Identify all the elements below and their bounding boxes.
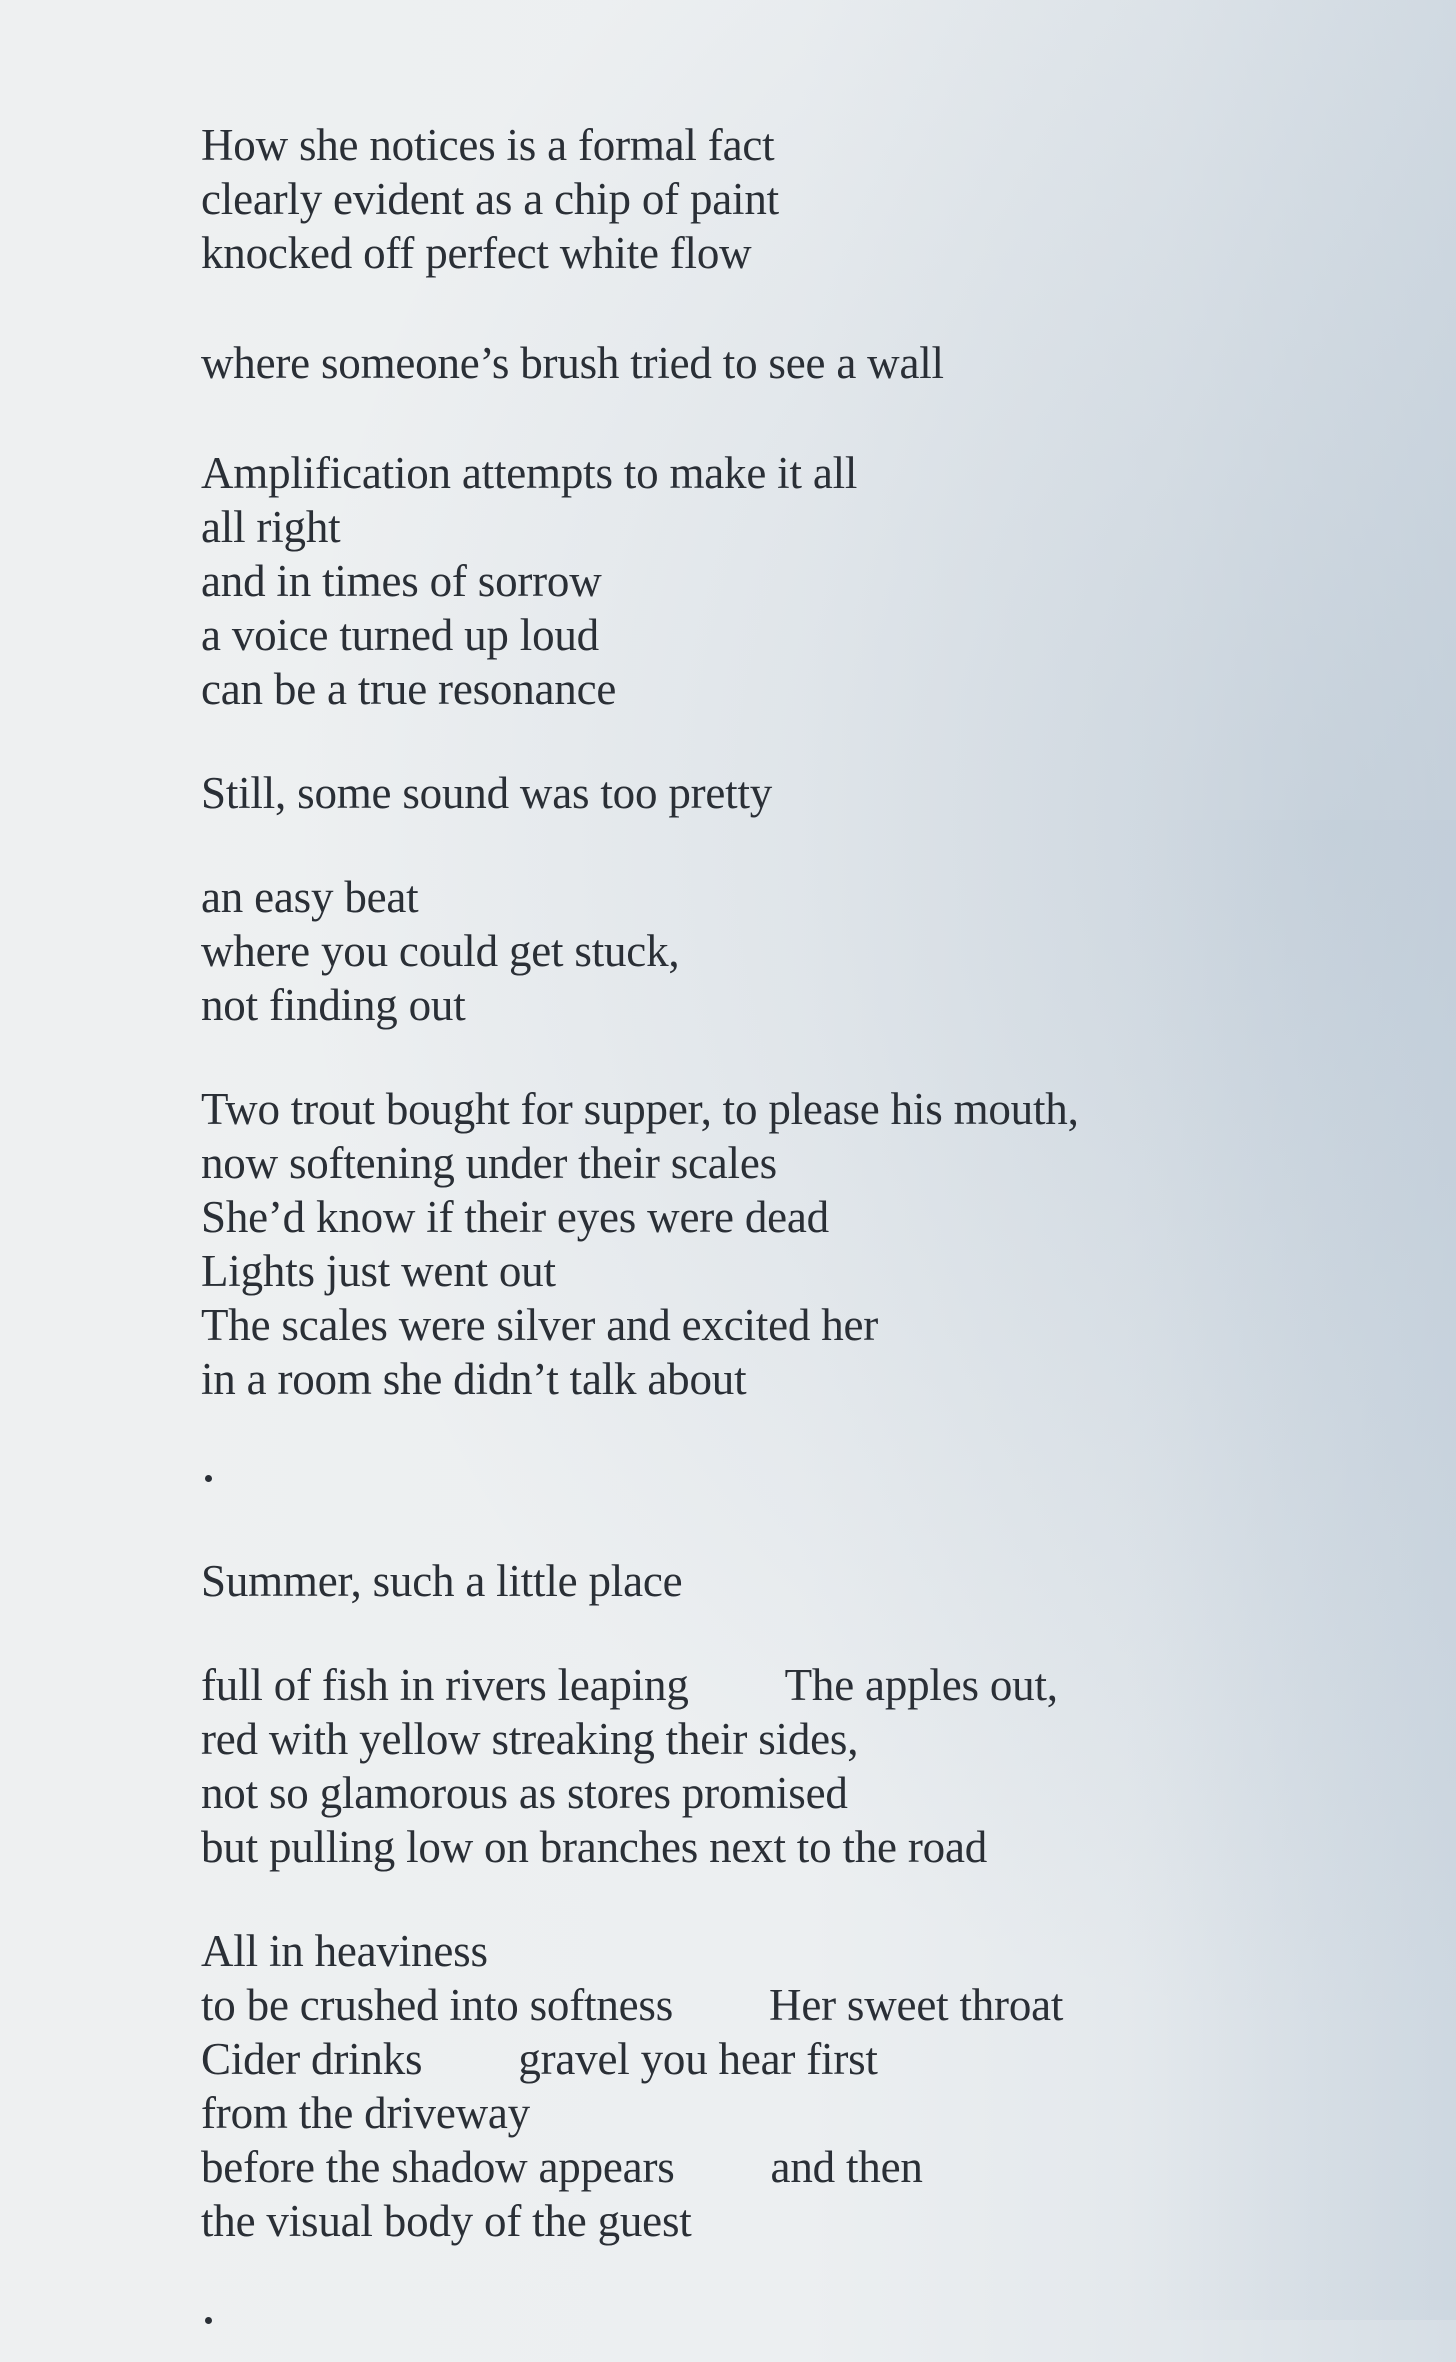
- poem-line: from the driveway: [201, 2088, 530, 2138]
- poem-line: now softening under their scales: [201, 1138, 777, 1188]
- poem-line: can be a true resonance: [201, 664, 617, 714]
- poem-line: and in times of sorrow: [201, 556, 602, 606]
- poem-line: where someone’s brush tried to see a wall: [201, 338, 944, 388]
- poem-line-right: Her sweet throat: [769, 1980, 1064, 2030]
- stanza-5: [201, 870, 1261, 1032]
- poem-line-left: Cider drinks: [201, 2034, 423, 2084]
- poem-line: [201, 1658, 1261, 1712]
- stanza-4: [201, 766, 1261, 820]
- stanza-2: [201, 336, 1261, 390]
- poem-body: [201, 118, 1261, 2346]
- poem-line: knocked off perfect white flow: [201, 228, 752, 278]
- stanza-3: [201, 446, 1261, 716]
- poem-line: red with yellow streaking their sides,: [201, 1714, 859, 1764]
- stanza-1: [201, 118, 1261, 280]
- section-break-bullet: [201, 2292, 1261, 2346]
- stanza-7: [201, 1554, 1261, 1608]
- poem-line: [201, 2140, 1261, 2194]
- poem-line: How she notices is a formal fact: [201, 120, 775, 170]
- poem-line: not finding out: [201, 980, 466, 1030]
- poem-line: [201, 2032, 1261, 2086]
- poem-line-right: The apples out,: [784, 1660, 1058, 1710]
- poem-line: the visual body of the guest: [201, 2196, 692, 2246]
- poem-line: Amplification attempts to make it all: [201, 448, 858, 498]
- poem-line: Still, some sound was too pretty: [201, 768, 773, 818]
- poem-line: Summer, such a little place: [201, 1556, 683, 1606]
- poem-line: The scales were silver and excited her: [201, 1300, 879, 1350]
- stanza-8: [201, 1658, 1261, 1874]
- section-break-bullet: [201, 1450, 1261, 1504]
- poem-line: Two trout bought for supper, to please his mouth,: [201, 1084, 1079, 1134]
- poem-line: but pulling low on branches next to the road: [201, 1822, 988, 1872]
- poem-line: [201, 1978, 1261, 2032]
- poem-line: where you could get stuck,: [201, 926, 680, 976]
- stanza-9: [201, 1924, 1261, 2248]
- poem-line-left: full of fish in rivers leaping: [201, 1660, 689, 1710]
- stanza-6: [201, 1082, 1261, 1406]
- poem-line: a voice turned up loud: [201, 610, 599, 660]
- poem-line-right: and then: [770, 2142, 923, 2192]
- poem-line-left: before the shadow appears: [201, 2142, 675, 2192]
- poem-line: Lights just went out: [201, 1246, 556, 1296]
- poem-line: clearly evident as a chip of paint: [201, 174, 779, 224]
- poem-line-right: gravel you hear first: [518, 2034, 878, 2084]
- poem-line: in a room she didn’t talk about: [201, 1354, 747, 1404]
- poem-line: She’d know if their eyes were dead: [201, 1192, 829, 1242]
- poem-line: an easy beat: [201, 872, 419, 922]
- poem-line: not so glamorous as stores promised: [201, 1768, 848, 1818]
- poem-line: all right: [201, 502, 341, 552]
- poem-line-left: to be crushed into softness: [201, 1980, 674, 2030]
- poem-line: All in heaviness: [201, 1926, 488, 1976]
